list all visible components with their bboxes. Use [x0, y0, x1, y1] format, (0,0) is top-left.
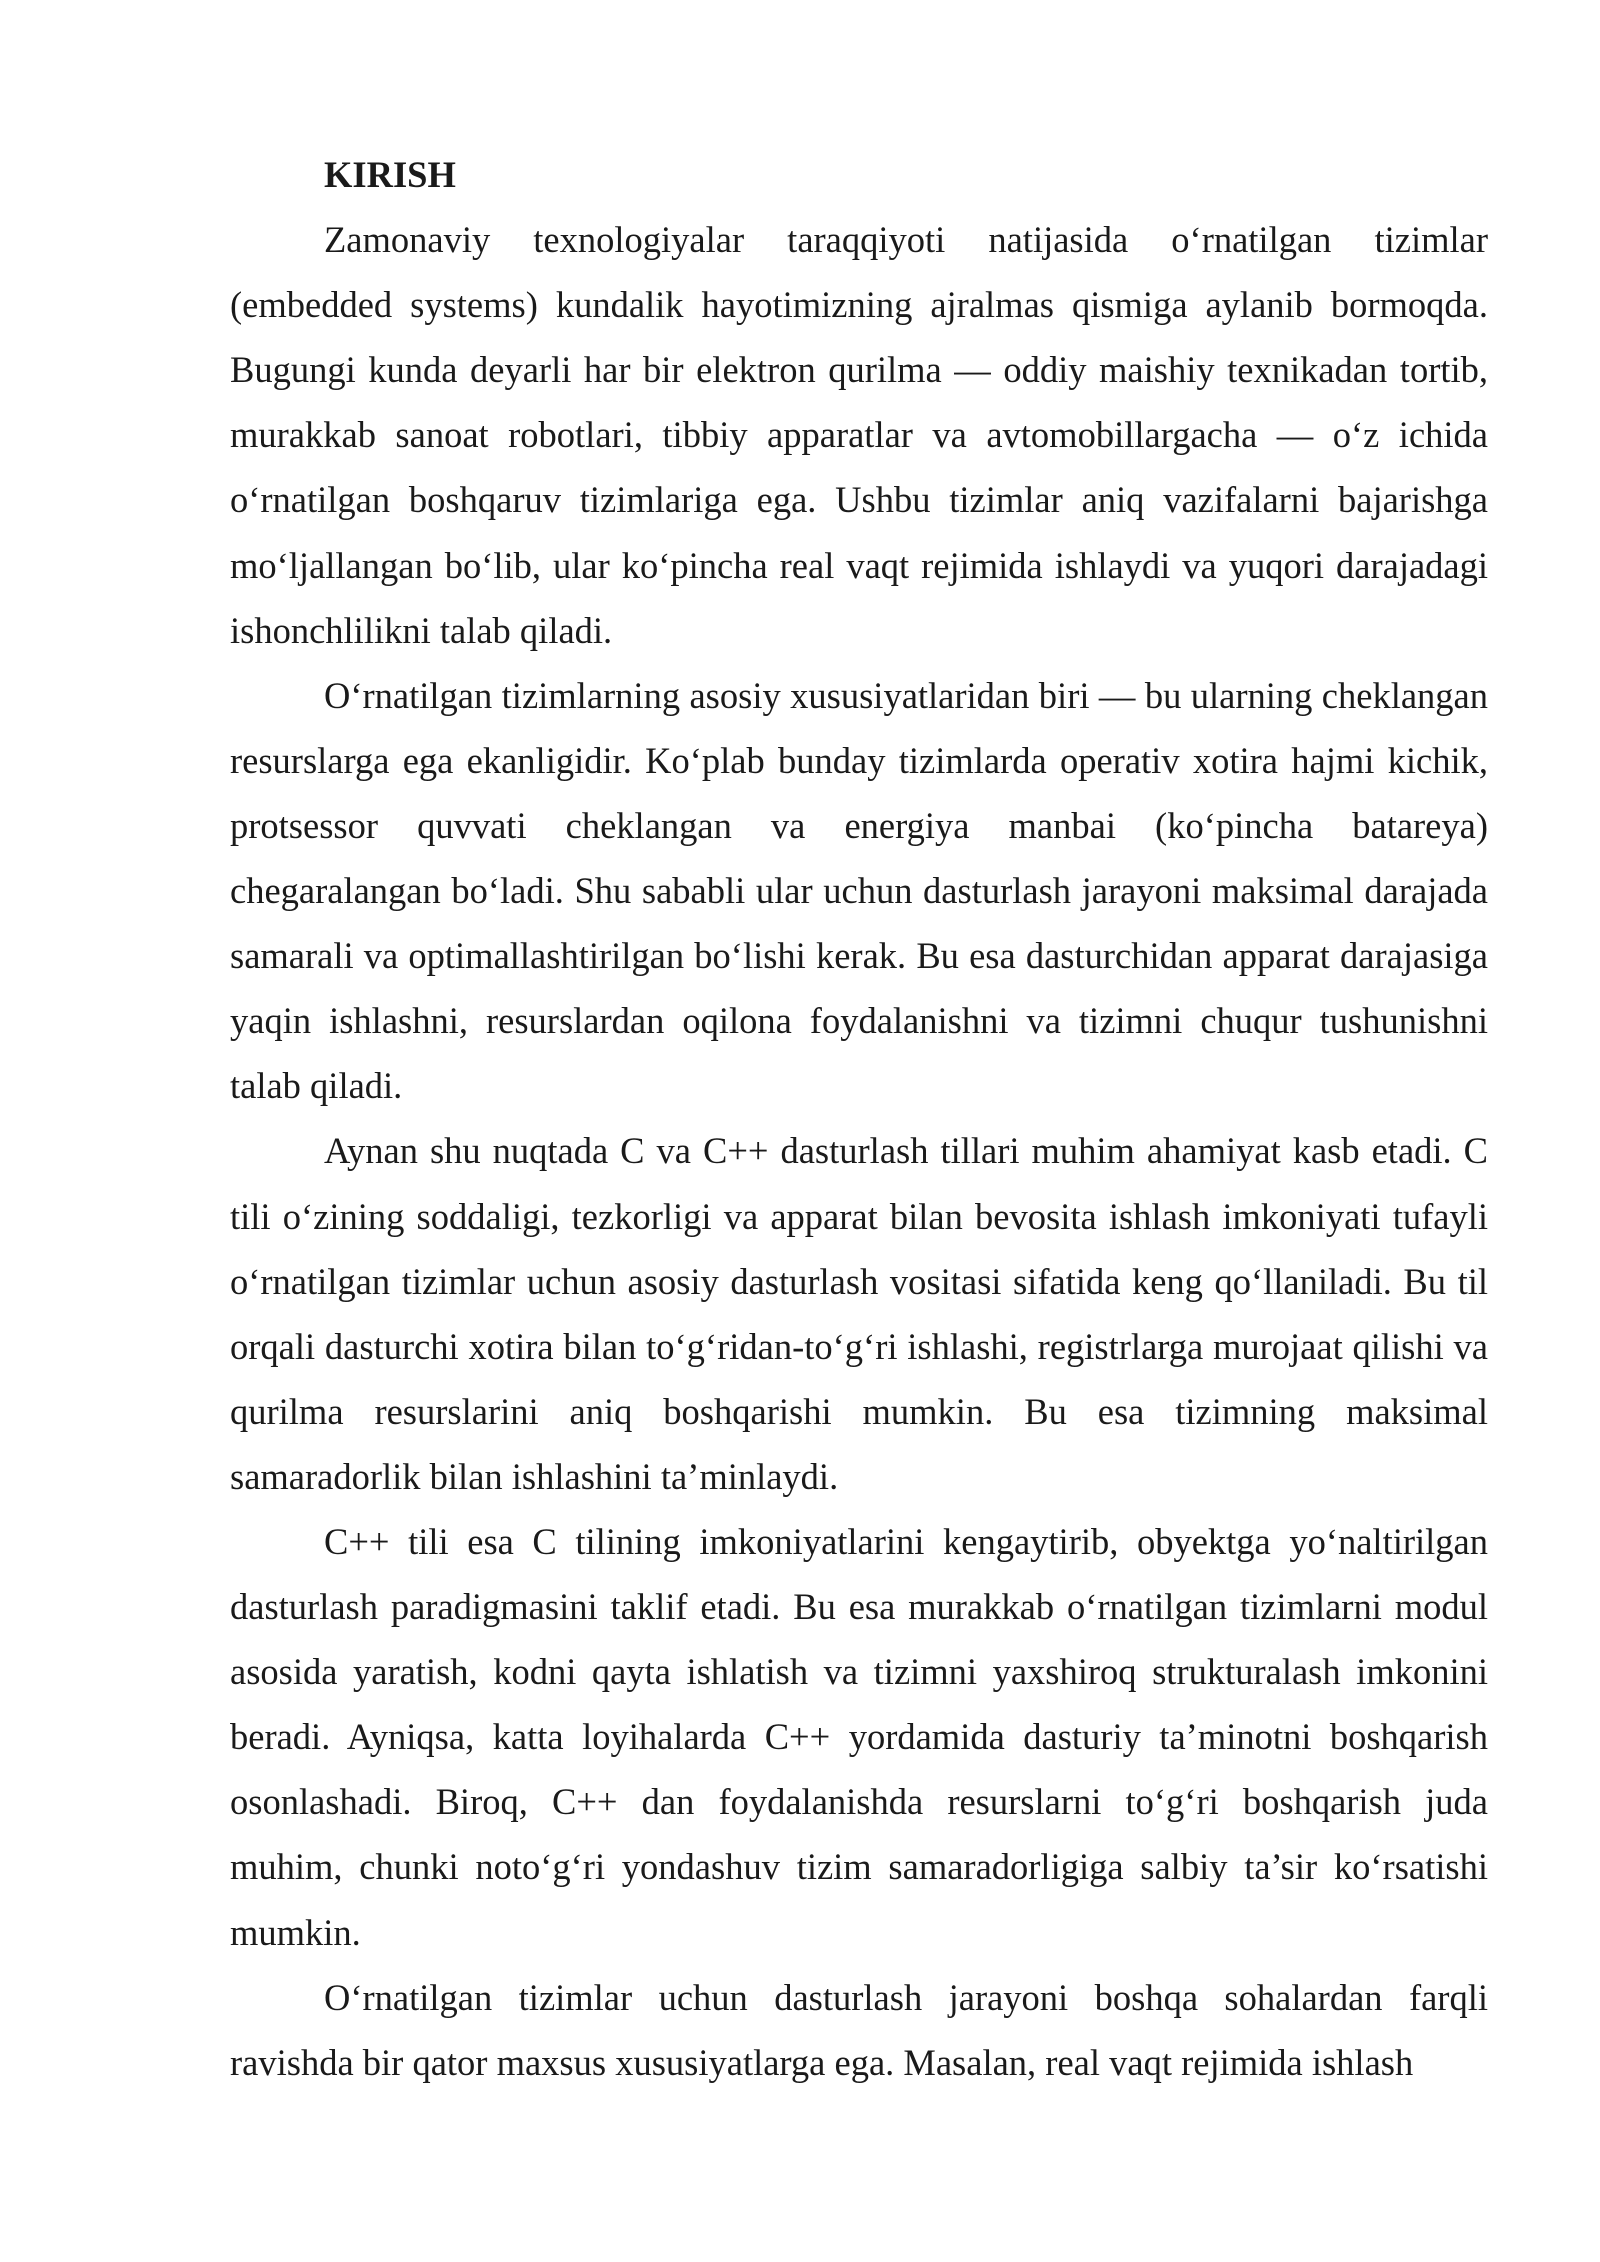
paragraph: Aynan shu nuqtada C va C++ dasturlash tillari muhim ahamiyat kasb etadi. C tili o‘zining soddaligi, tezkorligi va apparat bilan bevosita ishlash imkoniyati tufayli o‘rnatilgan tizimlar uchun asosiy dasturlash vositasi sifatida keng qo‘llaniladi. Bu til orqali dasturchi xotira bilan to‘g‘ridan-to‘g‘ri ishlashi, registrlarga murojaat qilishi va qurilma resurslarini aniq boshqarishi mumkin. Bu esa tizimning maksimal samaradorlik bilan ishlashini ta’minlaydi.	[230, 1130, 1488, 1497]
paragraph: O‘rnatilgan tizimlarning asosiy xususiyatlaridan biri — bu ularning cheklangan resurslarga ega ekanligidir. Ko‘plab bunday tizimlarda operativ xotira hajmi kichik, protsessor quvvati cheklangan va energiya manbai (ko‘pincha batareya) chegaralangan bo‘ladi. Shu sababli ular uchun dasturlash jarayoni maksimal darajada samarali va optimallashtirilgan bo‘lishi kerak. Bu esa dasturchidan apparat darajasiga yaqin ishlashni, resurslardan oqilona foydalanishni va tizimni chuqur tushunishni talab qiladi.	[230, 674, 1488, 1107]
section-heading: KIRISH	[324, 154, 456, 195]
document-body	[230, 142, 1488, 2095]
paragraph: Zamonaviy texnologiyalar taraqqiyoti natijasida o‘rnatilgan tizimlar (embedded systems) kundalik hayotimizning ajralmas qismiga aylanib bormoqda. Bugungi kunda deyarli har bir elektron qurilma — oddiy maishiy texnikadan tortib, murakkab sanoat robotlari, tibbiy apparatlar va avtomobillargacha — o‘z ichida o‘rnatilgan boshqaruv tizimlariga ega. Ushbu tizimlar aniq vazifalarni bajarishga mo‘ljallangan bo‘lib, ular ko‘pincha real vaqt rejimida ishlaydi va yuqori darajadagi ishonchlilikni talab qiladi.	[230, 219, 1488, 651]
paragraph: C++ tili esa C tilining imkoniyatlarini kengaytirib, obyektga yo‘naltirilgan dasturlash paradigmasini taklif etadi. Bu esa murakkab o‘rnatilgan tizimlarni modul asosida yaratish, kodni qayta ishlatish va tizimni yaxshiroq strukturalash imkonini beradi. Ayniqsa, katta loyihalarda C++ yordamida dasturiy ta’minotni boshqarish osonlashadi. Biroq, C++ dan foydalanishda resurslarni to‘g‘ri boshqarish juda muhim, chunki noto‘g‘ri yondashuv tizim samaradorligiga salbiy ta’sir ko‘rsatishi mumkin.	[230, 1520, 1488, 1953]
paragraph: O‘rnatilgan tizimlar uchun dasturlash jarayoni boshqa sohalardan farqli ravishda bir qator maxsus xususiyatlarga ega. Masalan, real vaqt rejimida ishlash	[230, 1976, 1488, 2083]
